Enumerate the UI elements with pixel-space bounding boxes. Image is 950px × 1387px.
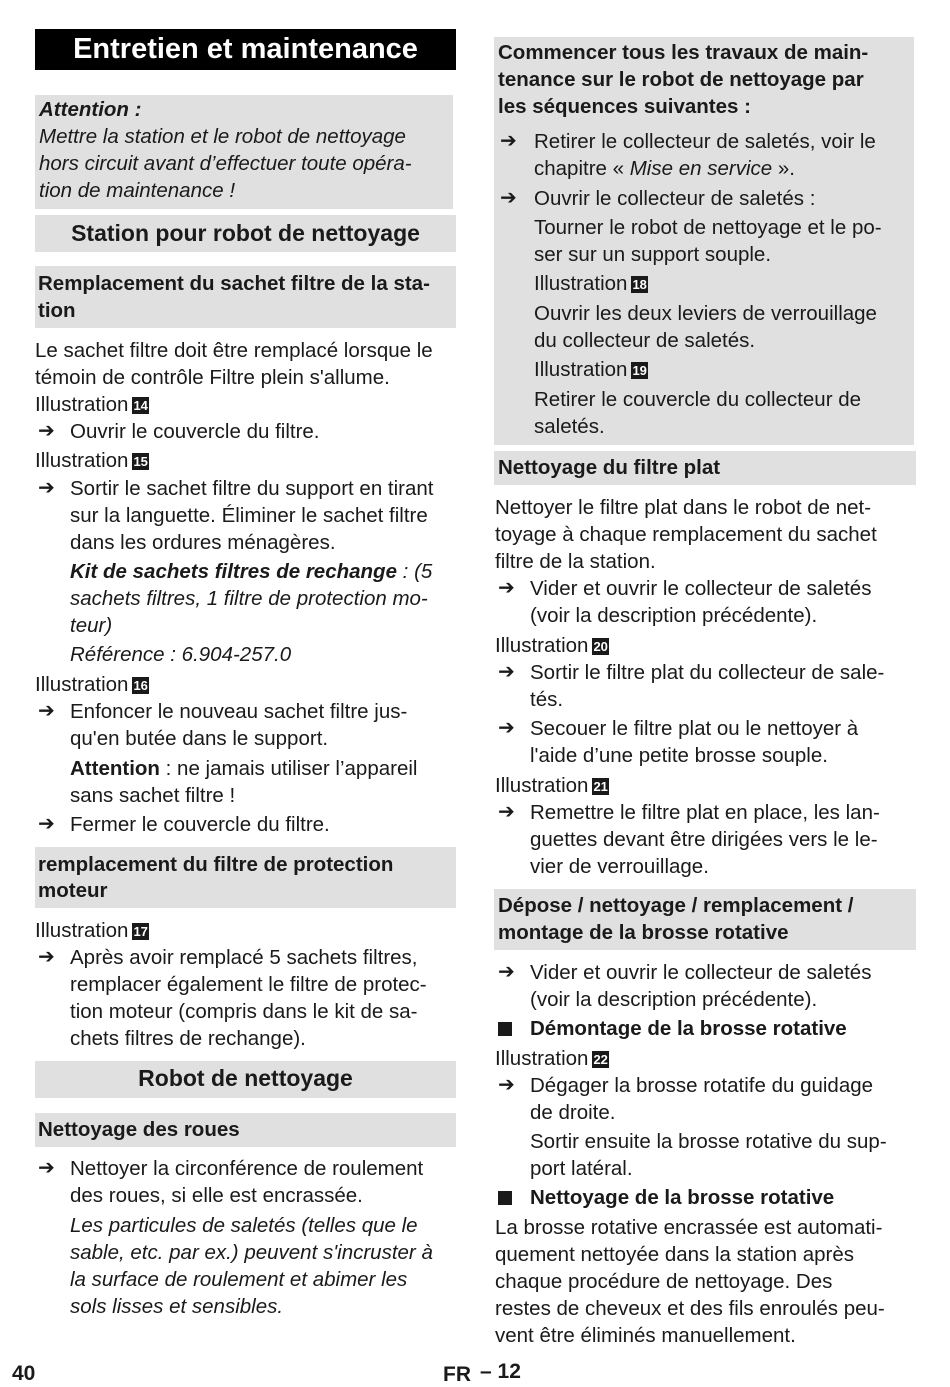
wheels-heading: Nettoyage des roues xyxy=(38,1118,240,1141)
motor-heading: remplacement du filtre de protection xyxy=(38,853,394,876)
step-text: Vider et ouvrir le collecteur de saletés xyxy=(530,961,872,984)
step-text-part: chapitre « xyxy=(534,157,630,180)
arrow-icon: ➔ xyxy=(38,700,55,722)
wheels-note: Les particules de saletés (telles que le xyxy=(70,1214,418,1237)
illustration-ref xyxy=(35,671,149,698)
sachet-heading: tion xyxy=(38,299,76,322)
illustration-ref xyxy=(534,356,648,383)
arrow-icon: ➔ xyxy=(38,813,55,835)
step-text: (voir la description précédente). xyxy=(530,604,818,627)
step-text: tion moteur (compris dans le kit de sa- xyxy=(70,1000,418,1023)
brush-heading: montage de la brosse rotative xyxy=(498,921,789,944)
arrow-icon: ➔ xyxy=(498,801,515,823)
step-text: dans les ordures ménagères. xyxy=(70,531,336,554)
step-text: Ouvrir le collecteur de saletés : xyxy=(534,187,816,210)
arrow-icon: ➔ xyxy=(38,477,55,499)
step-text: Ouvrir le couvercle du filtre. xyxy=(70,420,320,443)
illustration-ref xyxy=(495,1045,609,1072)
sub-step: Ouvrir les deux leviers de verrouillage xyxy=(534,302,877,325)
illustration-label: Illustration xyxy=(495,634,589,657)
kit-rest: : (5 xyxy=(396,560,433,583)
illustration-number: 17 xyxy=(133,924,148,939)
sub-step: Sortir ensuite la brosse rotative du sup- xyxy=(530,1130,887,1153)
step-text: Sortir le sachet filtre du support en tirant xyxy=(70,477,434,500)
step-text: Remettre le filtre plat en place, les lan- xyxy=(530,801,880,824)
step-text: Enfoncer le nouveau sachet filtre jus- xyxy=(70,700,408,723)
illustration-ref xyxy=(35,391,149,418)
brush-text: chaque procédure de nettoyage. Des xyxy=(495,1270,833,1293)
illustration-number: 22 xyxy=(593,1052,608,1067)
attention-label: Attention : xyxy=(39,98,142,121)
illustration-number: 18 xyxy=(632,277,647,292)
kit-line xyxy=(70,558,432,585)
step-text: des roues, si elle est encrassée. xyxy=(70,1184,363,1207)
illustration-number: 20 xyxy=(593,639,608,654)
start-heading: les séquences suivantes : xyxy=(498,95,751,118)
step-text: tés. xyxy=(530,688,564,711)
illustration-ref xyxy=(495,772,609,799)
flat-heading: Nettoyage du filtre plat xyxy=(498,456,721,479)
start-heading: Commencer tous les travaux de main- xyxy=(498,41,869,64)
step-text: l'aide d’une petite brosse souple. xyxy=(530,744,828,767)
attention-line: Mettre la station et le robot de nettoyage xyxy=(39,125,406,148)
arrow-icon: ➔ xyxy=(38,1157,55,1179)
language-code: FR xyxy=(443,1363,471,1386)
step-text-part: ». xyxy=(772,157,795,180)
arrow-icon: ➔ xyxy=(38,420,55,442)
kit-line: teur) xyxy=(70,614,113,637)
start-heading: tenance sur le robot de nettoyage par xyxy=(498,68,864,91)
sub-step: du collecteur de saletés. xyxy=(534,329,756,352)
step-text: vier de verrouillage. xyxy=(530,855,709,878)
illustration-number: 14 xyxy=(133,398,148,413)
page-number: 40 xyxy=(12,1362,36,1385)
brush-text: restes de cheveux et des fils enroulés peu- xyxy=(495,1297,885,1320)
square-bullet-icon xyxy=(498,1191,512,1205)
sachet-heading: Remplacement du sachet filtre de la sta- xyxy=(38,272,430,295)
arrow-icon: ➔ xyxy=(498,1074,515,1096)
sub-step: Tourner le robot de nettoyage et le po- xyxy=(534,216,882,239)
flat-intro: filtre de la station. xyxy=(495,550,656,573)
illustration-ref xyxy=(534,270,648,297)
sub-step: port latéral. xyxy=(530,1157,633,1180)
attention-note-label: Attention xyxy=(70,757,160,780)
step-text: Nettoyer la circonférence de roulement xyxy=(70,1157,424,1180)
illustration-number: 15 xyxy=(133,454,148,469)
brush-text: quement nettoyée dans la station après xyxy=(495,1243,854,1266)
flat-intro: toyage à chaque remplacement du sachet xyxy=(495,523,877,546)
illustration-label: Illustration xyxy=(35,673,129,696)
brush-text: La brosse rotative encrassée est automati- xyxy=(495,1216,883,1239)
illustration-number: 16 xyxy=(133,678,148,693)
step-text: qu'en butée dans le support. xyxy=(70,727,329,750)
step-text: Vider et ouvrir le collecteur de saletés xyxy=(530,577,872,600)
flat-intro: Nettoyer le filtre plat dans le robot de net- xyxy=(495,496,872,519)
step-text: Dégager la brosse rotatife du guidage xyxy=(530,1074,874,1097)
sachet-intro: témoin de contrôle Filtre plein s'allume. xyxy=(35,366,390,389)
sub-step: saletés. xyxy=(534,415,605,438)
illustration-label: Illustration xyxy=(534,272,628,295)
attention-note-text: : ne jamais utiliser l’appareil xyxy=(159,757,418,780)
arrow-icon: ➔ xyxy=(500,187,517,209)
section-page: – 12 xyxy=(480,1360,521,1383)
illustration-label: Illustration xyxy=(534,358,628,381)
cleaning-heading: Nettoyage de la brosse rotative xyxy=(530,1186,835,1209)
wheels-note: la surface de roulement et abimer les xyxy=(70,1268,408,1291)
wheels-note: sable, etc. par ex.) peuvent s'incruster à xyxy=(70,1241,433,1264)
attention-line: hors circuit avant d’effectuer toute opéra- xyxy=(39,152,412,175)
arrow-icon: ➔ xyxy=(498,661,515,683)
arrow-icon: ➔ xyxy=(498,577,515,599)
brush-heading: Dépose / nettoyage / remplacement / xyxy=(498,894,854,917)
station-heading: Station pour robot de nettoyage xyxy=(71,220,420,246)
chapter-ref: Mise en service xyxy=(629,157,773,180)
step-text: Sortir le filtre plat du collecteur de sale- xyxy=(530,661,885,684)
kit-title: Kit de sachets filtres de rechange xyxy=(70,560,397,583)
step-text: (voir la description précédente). xyxy=(530,988,818,1011)
arrow-icon: ➔ xyxy=(498,717,515,739)
wheels-note: sols lisses et sensibles. xyxy=(70,1295,284,1318)
step-text: sur la languette. Éliminer le sachet filtre xyxy=(70,504,428,527)
illustration-label: Illustration xyxy=(35,449,129,472)
step-text: Secouer le filtre plat ou le nettoyer à xyxy=(530,717,859,740)
motor-heading: moteur xyxy=(38,879,108,902)
square-bullet-icon xyxy=(498,1022,512,1036)
reference: Référence : 6.904-257.0 xyxy=(70,643,292,666)
sub-step: Retirer le couvercle du collecteur de xyxy=(534,388,862,411)
step-text xyxy=(534,155,795,182)
dismount-heading: Démontage de la brosse rotative xyxy=(530,1017,847,1040)
sub-step: ser sur un support souple. xyxy=(534,243,772,266)
sachet-intro: Le sachet filtre doit être remplacé lorsque le xyxy=(35,339,433,362)
brush-text: vent être éliminés manuellement. xyxy=(495,1324,796,1347)
illustration-ref xyxy=(35,447,149,474)
kit-line: sachets filtres, 1 filtre de protection mo- xyxy=(70,587,428,610)
arrow-icon: ➔ xyxy=(500,130,517,152)
step-text: remplacer également le filtre de protec- xyxy=(70,973,427,996)
illustration-label: Illustration xyxy=(495,1047,589,1070)
illustration-label: Illustration xyxy=(35,919,129,942)
step-text: Après avoir remplacé 5 sachets filtres, xyxy=(70,946,418,969)
page-title: Entretien et maintenance xyxy=(35,29,456,70)
attention-note: sans sachet filtre ! xyxy=(70,784,236,807)
step-text: Fermer le couvercle du filtre. xyxy=(70,813,330,836)
illustration-label: Illustration xyxy=(495,774,589,797)
illustration-label: Illustration xyxy=(35,393,129,416)
step-text: chets filtres de rechange). xyxy=(70,1027,306,1050)
step-text: Retirer le collecteur de saletés, voir le xyxy=(534,130,876,153)
step-text: de droite. xyxy=(530,1101,616,1124)
arrow-icon: ➔ xyxy=(498,961,515,983)
robot-heading: Robot de nettoyage xyxy=(138,1065,353,1091)
illustration-number: 19 xyxy=(632,363,647,378)
step-text: guettes devant être dirigées vers le le- xyxy=(530,828,878,851)
attention-line: tion de maintenance ! xyxy=(39,179,236,202)
illustration-number: 21 xyxy=(593,779,608,794)
illustration-ref xyxy=(35,917,149,944)
attention-note xyxy=(70,755,417,782)
arrow-icon: ➔ xyxy=(38,946,55,968)
illustration-ref xyxy=(495,632,609,659)
